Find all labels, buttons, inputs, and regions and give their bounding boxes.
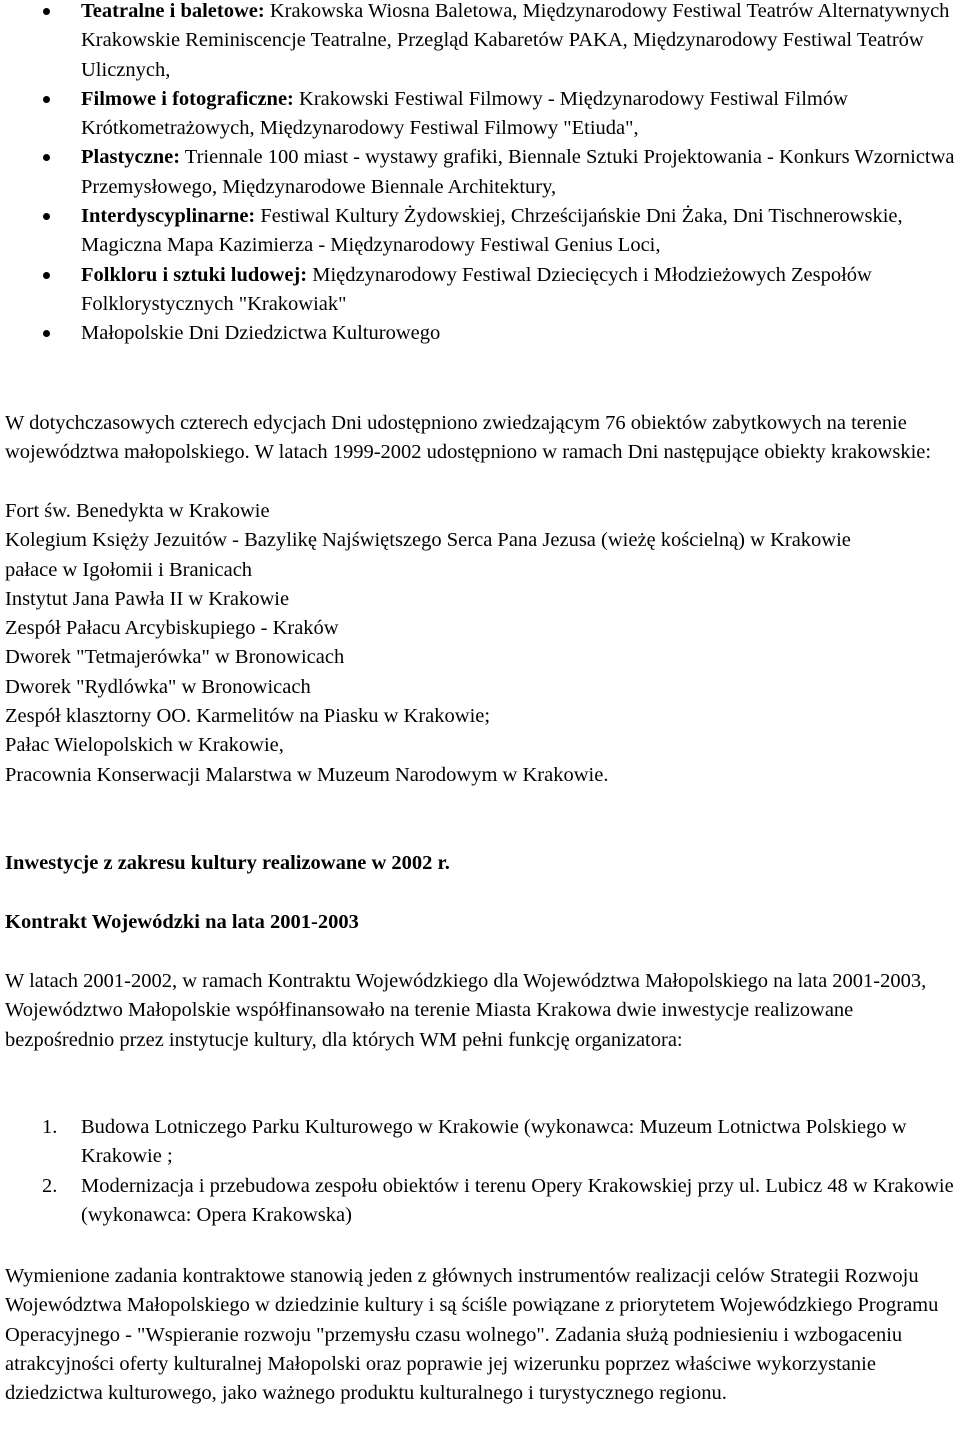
list-item [0,1113,960,1172]
list-item [0,1172,960,1231]
festival-categories-list [0,0,960,349]
item-text: Modernizacja i przebudowa zespołu obiektów i terenu Opery Krakowskiej przy ul. Lubicz 48 w Krakowie (wykonawca: Opera Krakowska) [81,1174,954,1226]
bullet-icon [43,213,50,220]
category-label: Folkloru i sztuki ludowej: [81,263,308,286]
list-item: Kolegium Księży Jezuitów - Bazylikę Najświętszego Serca Pana Jezusa (wieżę kościelną) w Krakowie [5,529,851,552]
list-item: Fort św. Benedykta w Krakowie [5,500,270,522]
list-item [0,202,960,261]
contract-paragraph: W latach 2001-2002, w ramach Kontraktu Wojewódzkiego dla Województwa Małopolskiego na lata 2001-2003, Województwo Małopolskie współfinansowało na terenie Miasta Krakowa dwie inwestycje realizowane bezpośrednio przez instytucje kultury, dla których WM pełni funkcję organizatora: [5,970,927,1051]
list-item [0,319,960,348]
item-number: 2. [42,1174,58,1197]
list-item [0,0,960,85]
bullet-icon [43,272,50,279]
category-label: Teatralne i baletowe: [81,0,265,22]
category-label: Plastyczne: [81,146,181,169]
intro-paragraph: W dotychczasowych czterech edycjach Dni udostępniono zwiedzającym 76 obiektów zabytkowych na terenie województwa małopolskiego. W latach 1999-2002 udostępniono w ramach Dni następujące obiekty krakowskie: [5,412,932,464]
closing-paragraph: Wymienione zadania kontraktowe stanowią jeden z głównych instrumentów realizacji celów Strategii Rozwoju Województwa Małopolskiego w dziedzinie kultury i są ściśle powiązane z priorytetem Wojewódzkiego Programu Operacyjnego - "Wspieranie rozwoju "przemysłu czasu wolnego". Zadania służą podniesieniu i wzbogaceniu atrakcyjności oferty kulturalnej Małopolski oraz poprawie jej wizerunku poprzez właściwe wykorzystanie dziedzictwa kulturowego, jako ważnego produktu kulturalnego i turystycznego regionu. [5,1265,939,1405]
item-text: Budowa Lotniczego Parku Kulturowego w Krakowie (wykonawca: Muzeum Lotnictwa Polskiego w Krakowie ; [81,1116,907,1168]
category-text: Małopolskie Dni Dziedzictwa Kulturowego [81,322,441,345]
category-text: Międzynarodowy Festiwal Dziecięcych i Młodzieżowych Zespołów Folklorystycznych "Krakowiak" [81,263,872,315]
item-number: 1. [42,1116,58,1138]
category-text: Triennale 100 miast - wystawy grafiki, Biennale Sztuki Projektowania - Konkurs Wzornictwa Przemysłowego, Międzynarodowe Biennale Architektury, [81,146,955,198]
list-item: Dworek "Rydlówka" w Bronowicach [5,675,311,698]
bullet-icon [43,8,50,15]
category-text: Festiwal Kultury Żydowskiej, Chrześcijańskie Dni Żaka, Dni Tischnerowskie, Magiczna Mapa Kazimierza - Międzynarodowy Festiwal Genius Loci, [81,205,903,257]
list-item [0,143,960,202]
list-item [0,85,960,144]
bullet-icon [43,330,50,337]
list-item: Pracownia Konserwacji Malarstwa w Muzeum Narodowym w Krakowie. [5,763,609,786]
objects-list [5,497,955,790]
bullet-icon [43,96,50,103]
category-label: Interdyscyplinarne: [81,205,256,228]
list-item [0,261,960,320]
category-label: Filmowe i fotograficzne: [81,87,294,110]
list-item: Dworek "Tetmajerówka" w Bronowicach [5,646,345,669]
bullet-icon [43,154,50,161]
list-item: Zespół klasztorny OO. Karmelitów na Piasku w Krakowie; [5,705,491,728]
heading-investments: Inwestycje z zakresu kultury realizowane w 2002 r. [5,852,450,874]
list-item: Zespół Pałacu Arcybiskupiego - Kraków [5,617,339,640]
list-item: pałace w Igołomii i Branicach [5,558,253,581]
list-item: Instytut Jana Pawła II w Krakowie [5,587,290,610]
list-item: Pałac Wielopolskich w Krakowie, [5,734,284,757]
heading-contract: Kontrakt Wojewódzki na lata 2001-2003 [5,911,359,933]
category-text: Krakowski Festiwal Filmowy - Międzynarodowy Festiwal Filmów Krótkometrażowych, Międzynarodowy Festiwal Filmowy "Etiuda", [81,87,848,140]
investments-list [0,1113,960,1230]
category-text: Krakowska Wiosna Baletowa, Międzynarodowy Festiwal Teatrów Alternatywnych Krakowskie Reminiscencje Teatralne, Przegląd Kabaretów PAKA, Międzynarodowy Festiwal Teatrów Ulicznych, [81,0,950,81]
